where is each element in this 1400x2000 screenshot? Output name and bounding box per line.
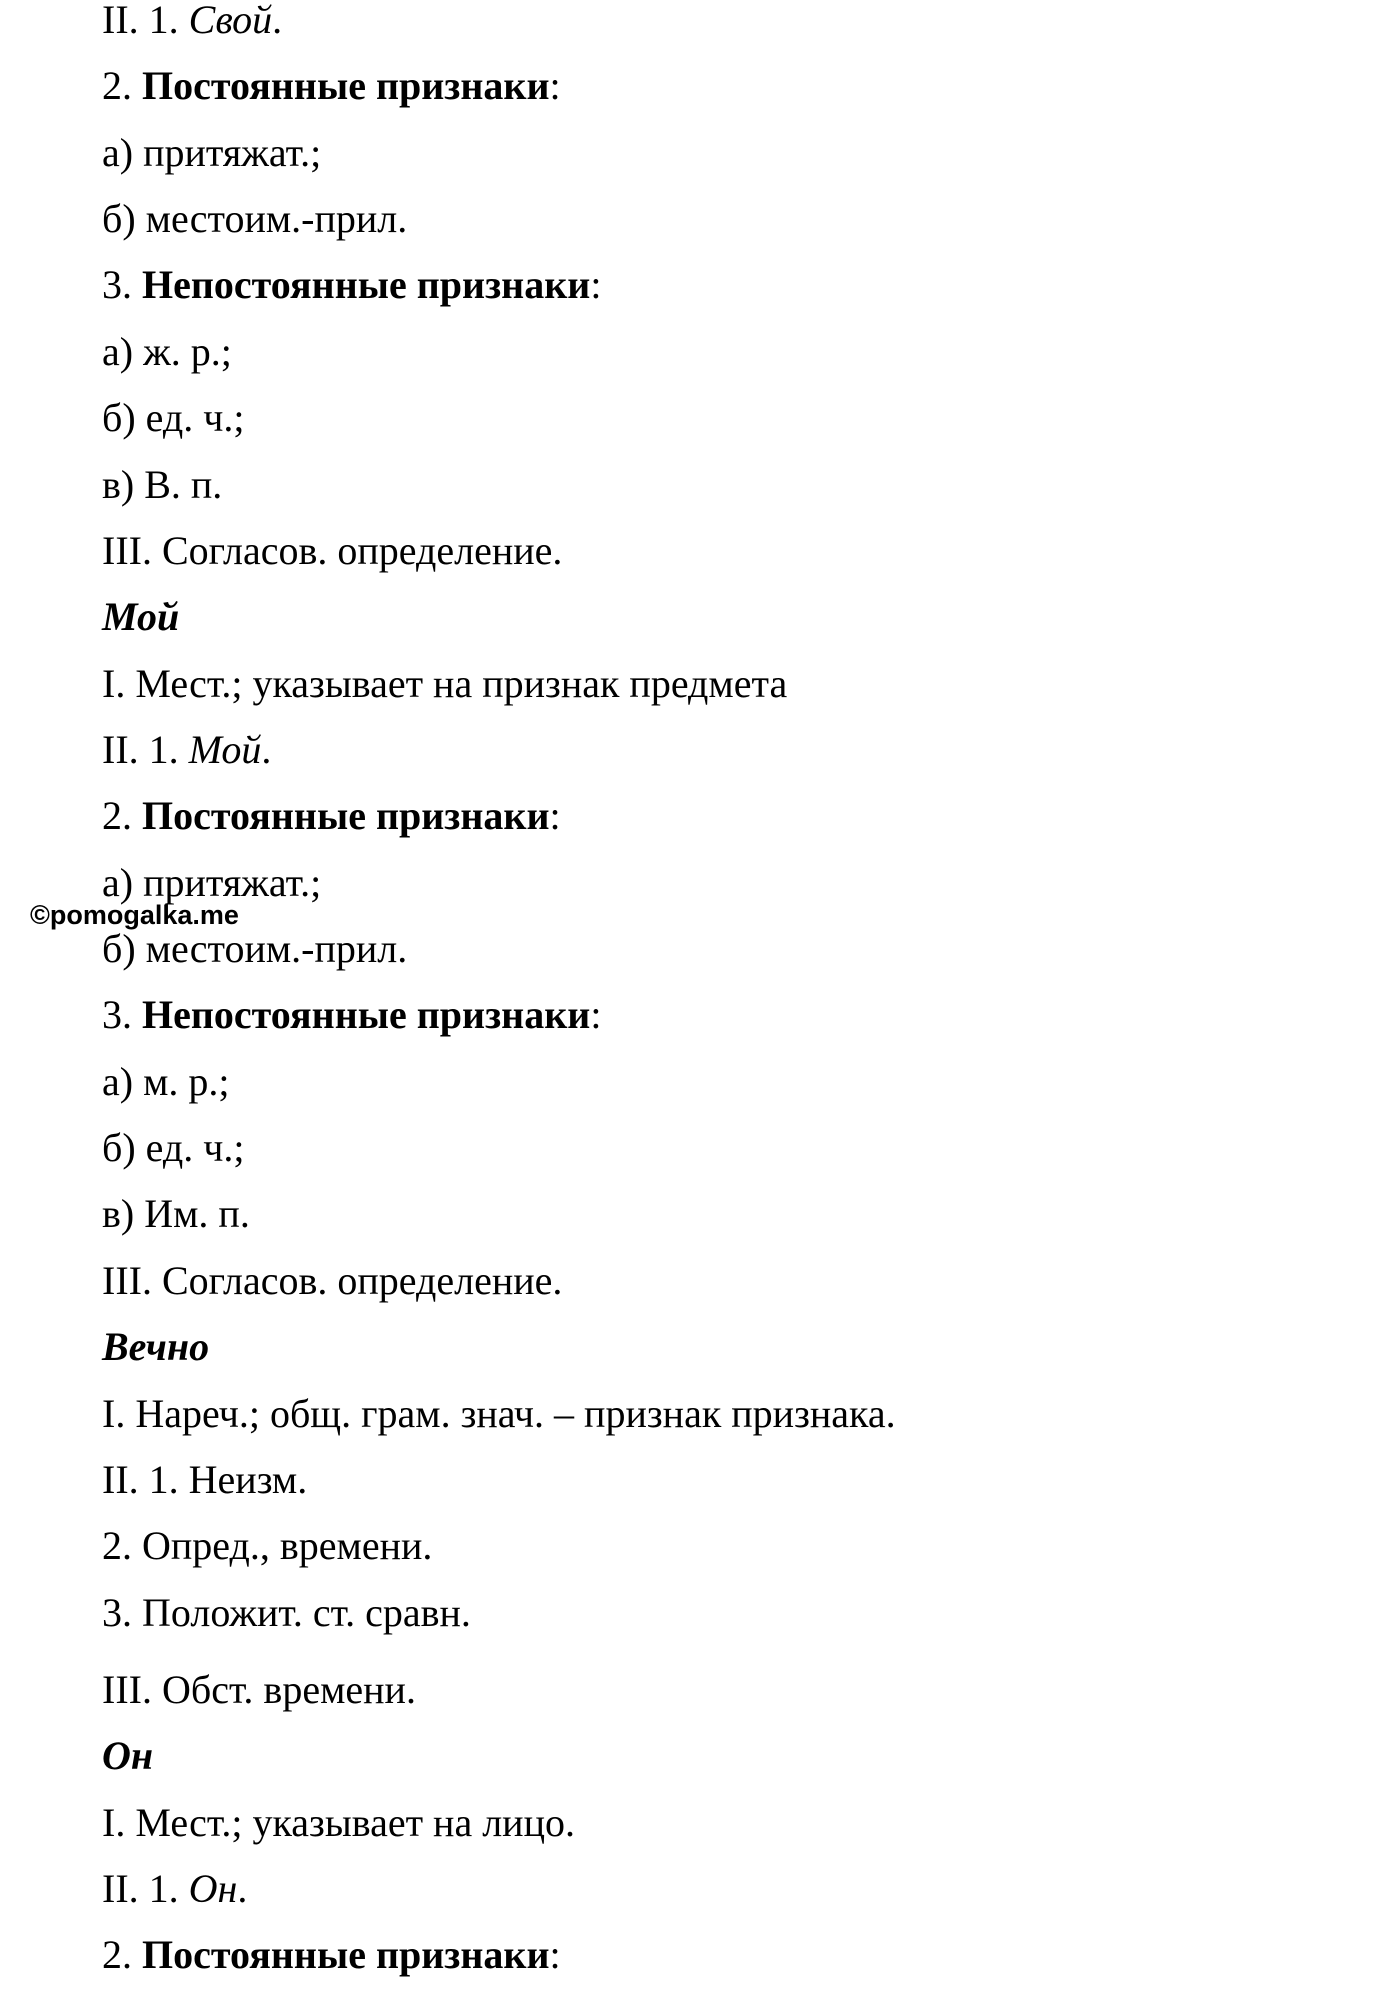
item-number: 3. [102, 992, 142, 1037]
word-italic: Мой [188, 727, 262, 772]
moi-constant-header [102, 793, 561, 838]
vechno-meaning: I. Нареч.; общ. грам. знач. – признак признака. [102, 1391, 896, 1436]
vechno-line-2: 2. Опред., времени. [102, 1523, 433, 1568]
word-italic: Свой [188, 0, 273, 42]
vechno-line-1: II. 1. Неизм. [102, 1457, 308, 1502]
colon: : [549, 1932, 561, 1977]
svoi-variable-c: в) В. п. [102, 462, 223, 507]
moi-variable-a: а) м. р.; [102, 1059, 230, 1104]
colon: : [549, 63, 561, 108]
constant-label: Постоянные признаки [142, 63, 550, 108]
on-heading: Он [102, 1733, 154, 1778]
svoi-constant-b: б) местоим.-прил. [102, 196, 408, 241]
moi-constant-b: б) местоим.-прил. [102, 926, 408, 971]
moi-variable-c: в) Им. п. [102, 1191, 250, 1236]
svoi-role: III. Согласов. определение. [102, 528, 563, 573]
svoi-variable-a: а) ж. р.; [102, 329, 232, 374]
line-suffix: . [237, 1866, 248, 1911]
item-number: 2. [102, 63, 142, 108]
line-suffix: . [272, 0, 283, 42]
moi-variable-header [102, 992, 602, 1037]
vechno-line-3: 3. Положит. ст. сравн. [102, 1590, 471, 1635]
word-italic: Он [188, 1866, 238, 1911]
watermark-text: ©pomogalka.me [30, 900, 239, 930]
constant-label: Постоянные признаки [142, 1932, 550, 1977]
on-meaning: I. Мест.; указывает на лицо. [102, 1800, 575, 1845]
line-prefix: II. 1. [102, 727, 189, 772]
moi-heading: Мой [102, 594, 180, 639]
colon: : [549, 793, 561, 838]
constant-label: Постоянные признаки [142, 793, 550, 838]
colon: : [590, 992, 602, 1037]
on-constant-header [102, 1932, 561, 1977]
moi-meaning: I. Мест.; указывает на признак предмета [102, 661, 788, 706]
moi-constant-a: а) притяжат.; [102, 860, 322, 905]
vechno-heading: Вечно [102, 1324, 210, 1369]
on-word-line [102, 1866, 248, 1911]
line-prefix: II. 1. [102, 0, 189, 42]
variable-label: Непостоянные признаки [142, 992, 591, 1037]
svoi-variable-b: б) ед. ч.; [102, 395, 245, 440]
variable-label: Непостоянные признаки [142, 262, 591, 307]
colon: : [590, 262, 602, 307]
moi-role: III. Согласов. определение. [102, 1258, 563, 1303]
line-suffix: . [261, 727, 272, 772]
vechno-role: III. Обст. времени. [102, 1667, 416, 1712]
item-number: 2. [102, 793, 142, 838]
svoi-constant-header [102, 63, 561, 108]
item-number: 2. [102, 1932, 142, 1977]
svoi-word-line [102, 0, 282, 40]
moi-word-line [102, 727, 272, 772]
svoi-variable-header [102, 262, 602, 307]
line-prefix: II. 1. [102, 1866, 189, 1911]
moi-variable-b: б) ед. ч.; [102, 1125, 245, 1170]
svoi-constant-a: а) притяжат.; [102, 130, 322, 175]
item-number: 3. [102, 262, 142, 307]
